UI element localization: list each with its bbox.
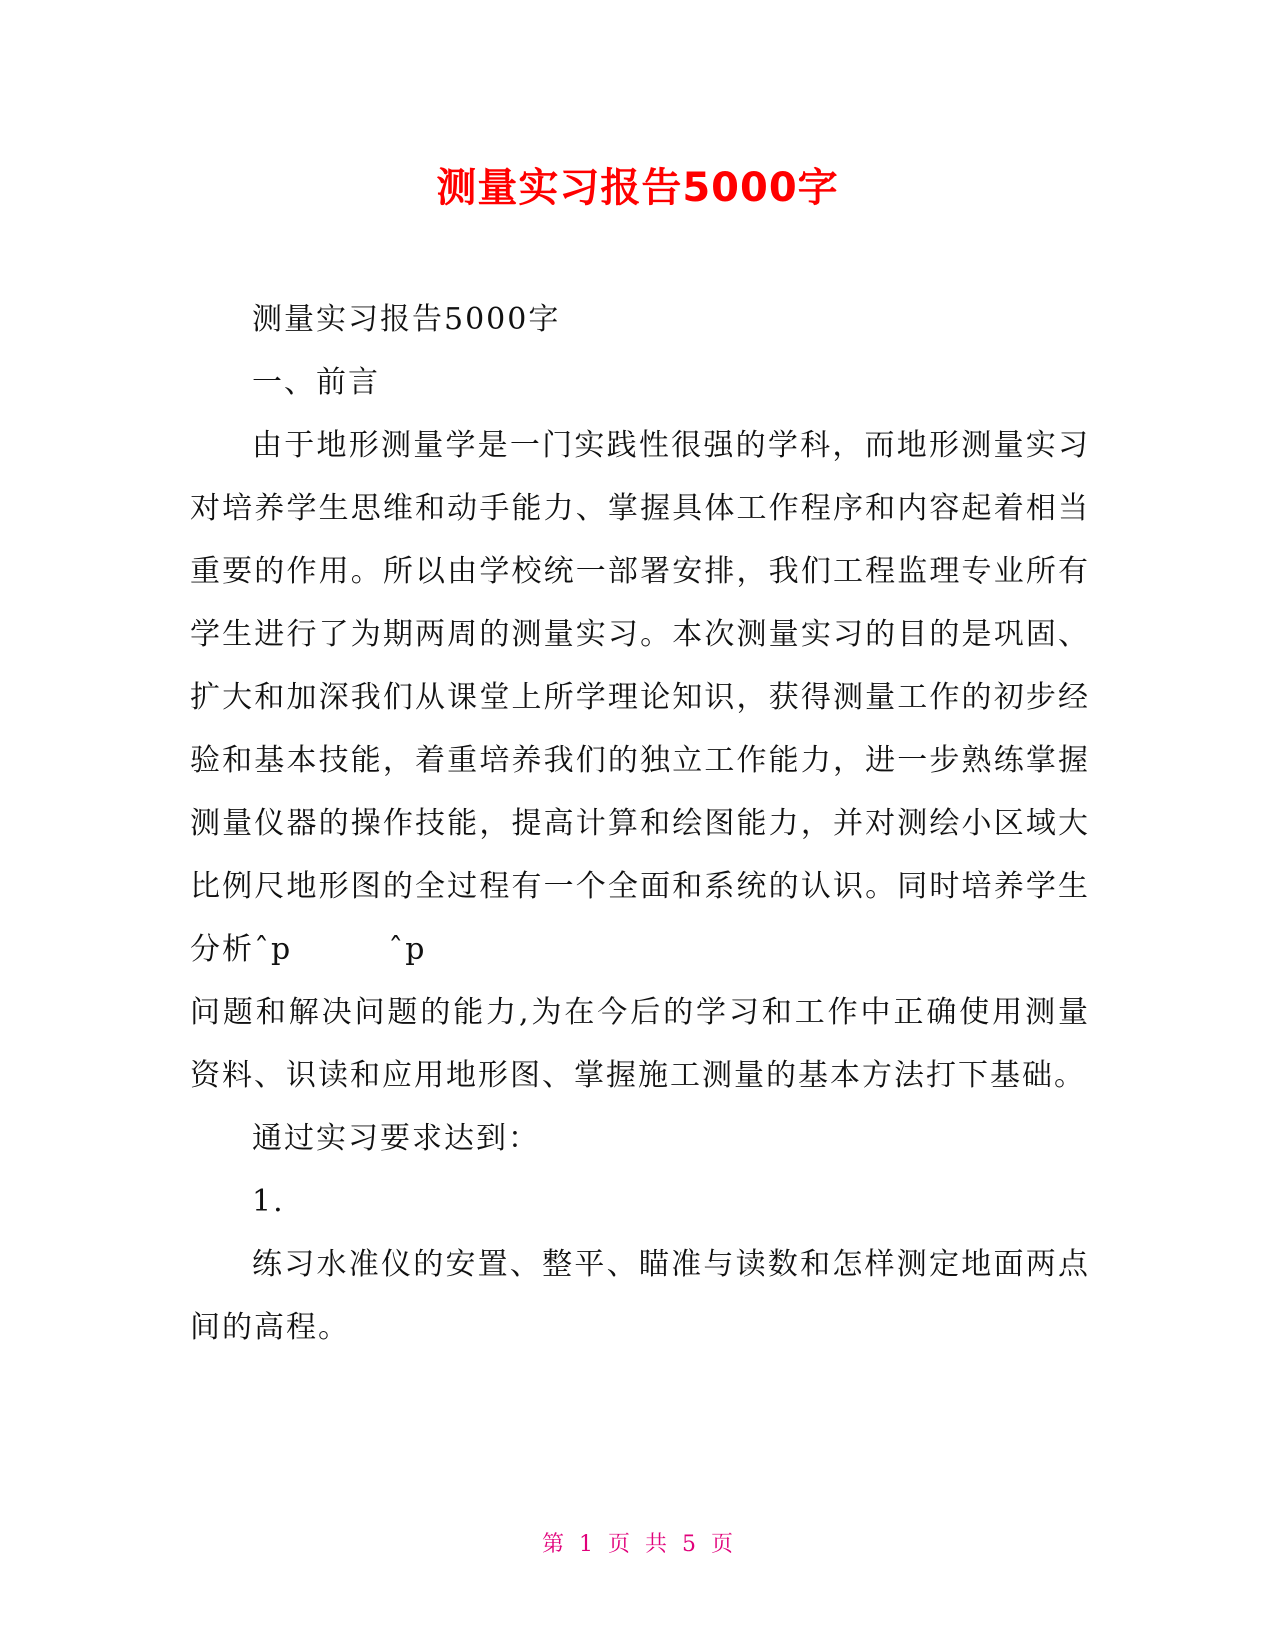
page-number-footer: 第 1 页 共 5 页 <box>542 1532 733 1557</box>
subtitle-paragraph: 测量实习报告5000字 <box>252 302 561 337</box>
requirements-intro-paragraph: 通过实习要求达到： <box>252 1121 540 1156</box>
requirement-item-paragraph: 练习水准仪的安置、整平、瞄准与读数和怎样测定地面两点间的高程。 <box>190 1247 1090 1345</box>
section-heading-preface: 一、前言 <box>252 365 380 400</box>
document-body <box>190 288 1090 1359</box>
preface-continuation-paragraph: 问题和解决问题的能力,为在今后的学习和工作中正确使用测量资料、识读和应用地形图、掌握施工测量的基本方法打下基础。 <box>190 995 1090 1093</box>
document-title: 测量实习报告5000字 <box>436 165 839 211</box>
list-number-1: 1. <box>252 1184 285 1219</box>
preface-paragraph: 由于地形测量学是一门实践性很强的学科，而地形测量实习对培养学生思维和动手能力、掌握具体工作程序和内容起着相当重要的作用。所以由学校统一部署安排，我们工程监理专业所有学生进行了为期两周的测量实习。本次测量实习的目的是巩固、扩大和加深我们从课堂上所学理论知识，获得测量工作的初步经验和基本技能，着重培养我们的独立工作能力，进一步熟练掌握测量仪器的操作技能，提高计算和绘图能力，并对测绘小区域大比例尺地形图的全过程有一个全面和系统的认识。同时培养学生分析ˆp ˆp <box>190 428 1090 967</box>
